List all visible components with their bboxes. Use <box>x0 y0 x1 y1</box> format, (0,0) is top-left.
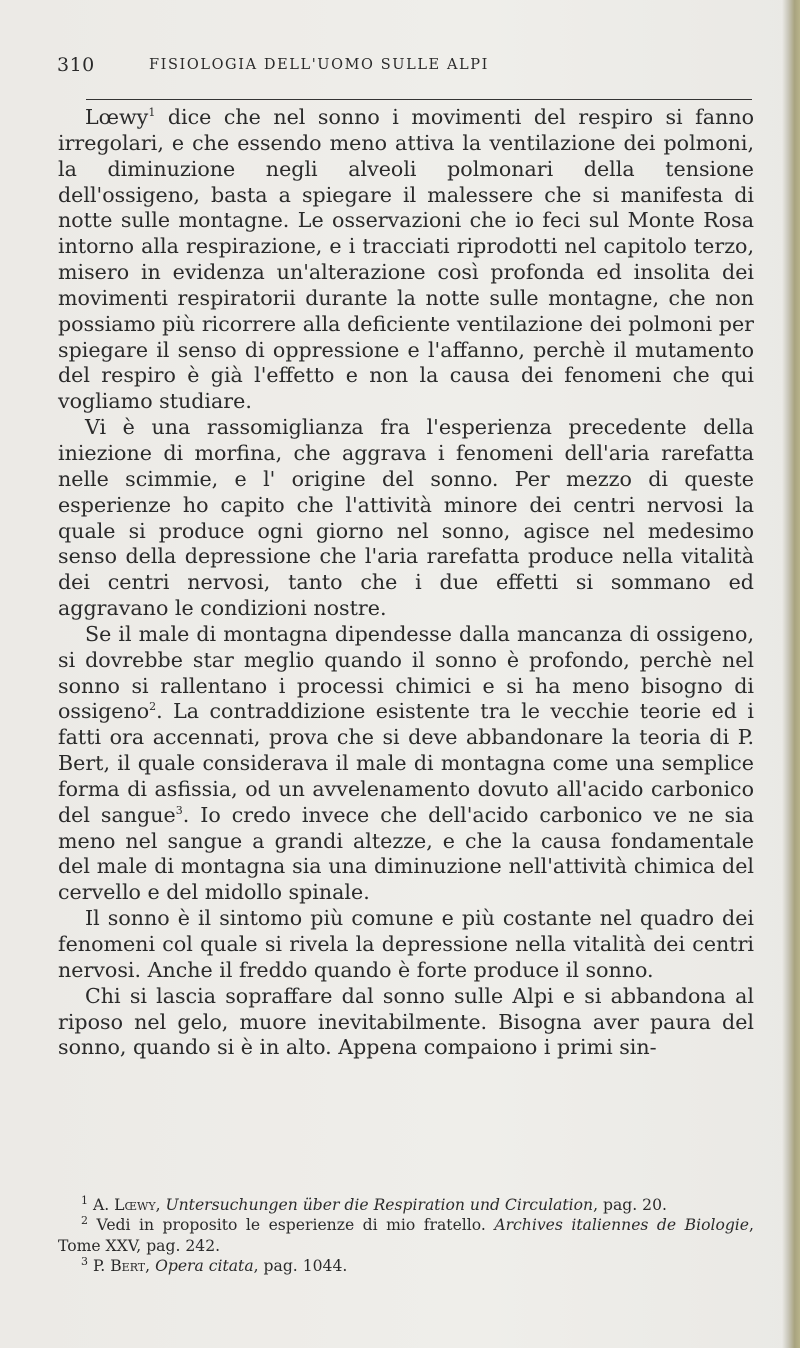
footnote-3: $^3$ P. Bert, Opera citata, pag. 1044. <box>81 1255 348 1276</box>
footnote-ref-1: 1 <box>148 106 156 120</box>
footnote-ref-2: 2 <box>149 700 157 714</box>
paragraph-3: Se il male di montagna dipendesse dalla mancanza di ossigeno, si dovrebbe star meglio quando il sonno è profondo, perchè nel sonno si rallentano i processi chimici e si ha meno bisogno di ossigeno$^2$. La contraddizione esistente tra le vecchie teorie ed i fatti ora accennati, prova che si deve abbandonare la teoria di P. Bert, il quale considerava il male di montagna come una semplice forma di asfissia, od un avvelenamento dovuto all'acido carbonico del sangue$^3$. Io credo invece che dell'acido carbonico ve ne sia meno nel sangue a grandi altezze, e che la causa fondamentale del male di montagna sia una diminuzione nell'attività chimica del cervello e del midollo spinale. <box>58 621 754 905</box>
paragraph-1: Lœwy$^1$ dice che nel sonno i movimenti del respiro si fanno irregolari, e che essendo meno attiva la ventilazione dei polmoni, la diminuzione negli alveoli polmonari della tensione dell'ossigeno, basta a spiegare il malessere che si manifesta di notte sulle montagne. Le osservazioni che io feci sul Monte Rosa intorno alla respirazione, e i tracciati riprodotti nel capitolo terzo, misero in evidenza un'alterazione così profonda ed insolita dei movimenti respiratorii durante la notte sulle montagne, che non possiamo più ricorrere alla deficiente ventilazione dei polmoni per spiegare il senso di oppressione e l'affanno, perchè il mutamento del respiro è già l'effetto e non la causa dei fenomeni che qui vogliamo studiare. <box>58 105 754 414</box>
page-number: 310 <box>57 54 95 76</box>
body-text <box>58 105 754 1061</box>
running-title: FISIOLOGIA DELL'UOMO SULLE ALPI <box>149 57 489 73</box>
footnotes <box>58 1195 754 1277</box>
page-edge-shadow <box>782 0 800 1348</box>
paragraph-4: Il sonno è il sintomo più comune e più costante nel quadro dei fenomeni col quale si rivela la depressione nella vitalità dei centri nervosi. Anche il freddo quando è forte produce il sonno. <box>58 906 754 982</box>
paragraph-5: Chi si lascia sopraffare dal sonno sulle Alpi e si abbandona al riposo nel gelo, muore inevitabilmente. Bisogna aver paura del sonno, quando si è in alto. Appena compaiono i primi sin- <box>58 983 754 1060</box>
footnote-ref-3: 3 <box>175 803 183 817</box>
page-header <box>57 54 757 84</box>
paragraph-2: Vi è una rassomiglianza fra l'esperienza precedente della iniezione di morfina, che aggrava i fenomeni dell'aria rarefatta nelle scimmie, e l' origine del sonno. Per mezzo di queste esperienze ho capito che l'attività minore dei centri nervosi la quale si produce ogni giorno nel sonno, agisce nel medesimo senso della depressione che l'aria rarefatta produce nella vitalità dei centri nervosi, tanto che i due effetti si sommano ed aggravano le condizioni nostre. <box>58 415 754 621</box>
footnote-1: $^1$ A. Lœwy, Untersuchungen über die Respiration und Circulation, pag. 20. <box>81 1193 667 1214</box>
header-rule <box>86 99 752 100</box>
footnote-2: $^2$ Vedi in proposito le esperienze di mio fratello. Archives italiennes de Biologie, Tome XXV, pag. 242. <box>58 1214 754 1255</box>
